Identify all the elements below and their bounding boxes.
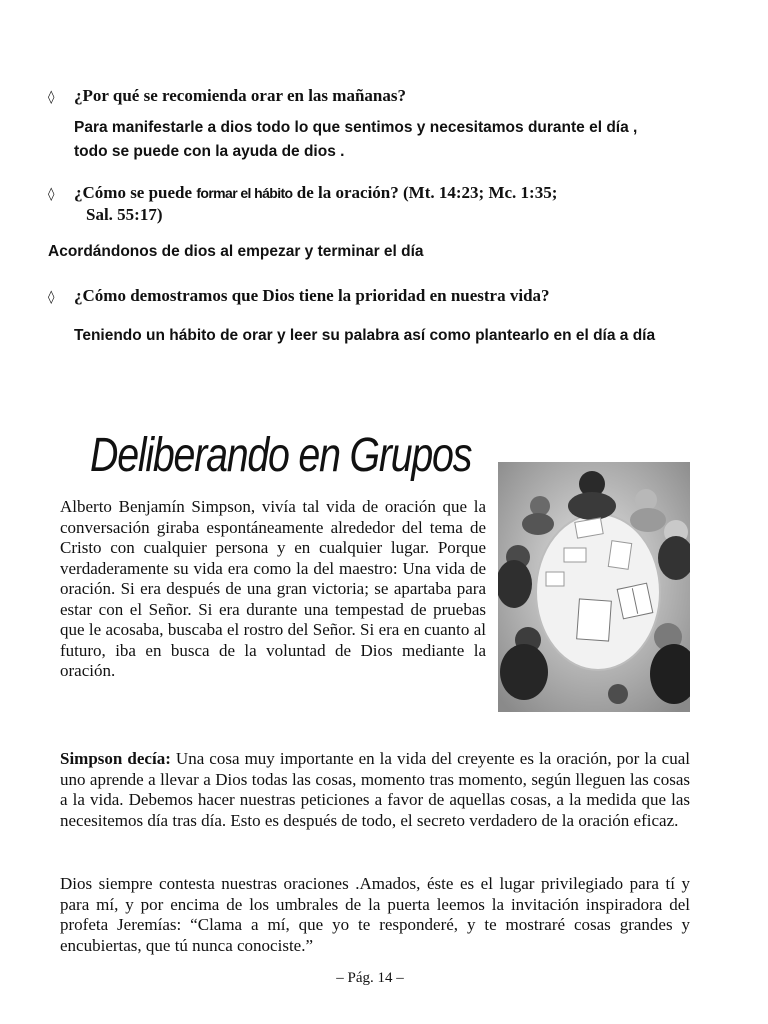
paragraph-1: Alberto Benjamín Simpson, vivía tal vida de oración que la conversación giraba espontáneamente alrededor del tema de Cristo con cualquier persona y en cualquier lugar. Porque verdaderamente su vida era como la del maestro: Una vida de oración. Si era después de una gran victoria; se apartaba para estar con el Señor. Si era durante una tempestad de pruebas que le acosaba, buscaba el rostro del Señor. Si era en cuanto al futuro, iba en busca de la voluntad de Dios mediante la oración. — [60, 497, 486, 680]
question-2 — [48, 183, 557, 225]
question-3-text: ¿Cómo demostramos que Dios tiene la prioridad en nuestra vida? — [74, 286, 550, 305]
answer-3 — [74, 324, 655, 348]
diamond-bullet-icon: ◊ — [48, 187, 55, 202]
paragraph-2-lead: Simpson decía: — [60, 749, 171, 768]
group-photo — [498, 462, 690, 712]
diamond-bullet-icon: ◊ — [48, 90, 55, 105]
paragraph-3: Dios siempre contesta nuestras oraciones .Amados, éste es el lugar privilegiado para tí y para mí, y por encima de los umbrales de la puerta leemos la invitación inspiradora del profeta Jeremías: “Clama a mí, que yo te responderé, y te mostraré cosas grandes y encubiertas, que tú nunca conociste.” — [60, 874, 690, 955]
answer-1 — [74, 116, 637, 164]
answer-3-line-1: Teniendo un hábito de orar y leer su palabra así como plantearlo en el día a día — [74, 327, 656, 344]
answer-2 — [48, 240, 424, 264]
question-2-text-part3: de la oración? (Mt. 14:23; Mc. 1:35; — [292, 183, 558, 202]
diamond-bullet-icon: ◊ — [48, 290, 55, 305]
question-3 — [48, 286, 550, 308]
page-number: – Pág. 14 – — [336, 970, 404, 986]
question-2-text-part1: ¿Cómo se puede — [74, 183, 197, 202]
question-1-text: ¿Por qué se recomienda orar en las mañanas? — [74, 86, 406, 105]
section-heading: Deliberando en Grupos — [90, 429, 472, 482]
question-2-text-part2: formar el hábito — [196, 185, 293, 201]
question-2-line-2: Sal. 55:17) — [86, 205, 163, 224]
answer-1-line-1: Para manifestarle a dios todo lo que sentimos y necesitamos durante el día , — [74, 119, 638, 136]
answer-2-line-1: Acordándonos de dios al empezar y terminar el día — [48, 243, 424, 260]
group-photo-illustration — [498, 462, 690, 712]
question-1 — [48, 86, 406, 108]
answer-1-line-2: todo se puede con la ayuda de dios . — [74, 143, 345, 160]
paragraph-2-body: Una cosa muy importante en la vida del creyente es la oración, por la cual uno aprende a llevar a Dios todas las cosas, momento tras momento, según lleguen las cosas a la vida. Debemos hacer nuestras peticiones a favor de aquellas cosas, a la medida que las necesitemos día tras día. Esto es después de todo, el secreto verdadero de la oración eficaz. — [60, 749, 690, 830]
paragraph-2 — [60, 749, 690, 831]
